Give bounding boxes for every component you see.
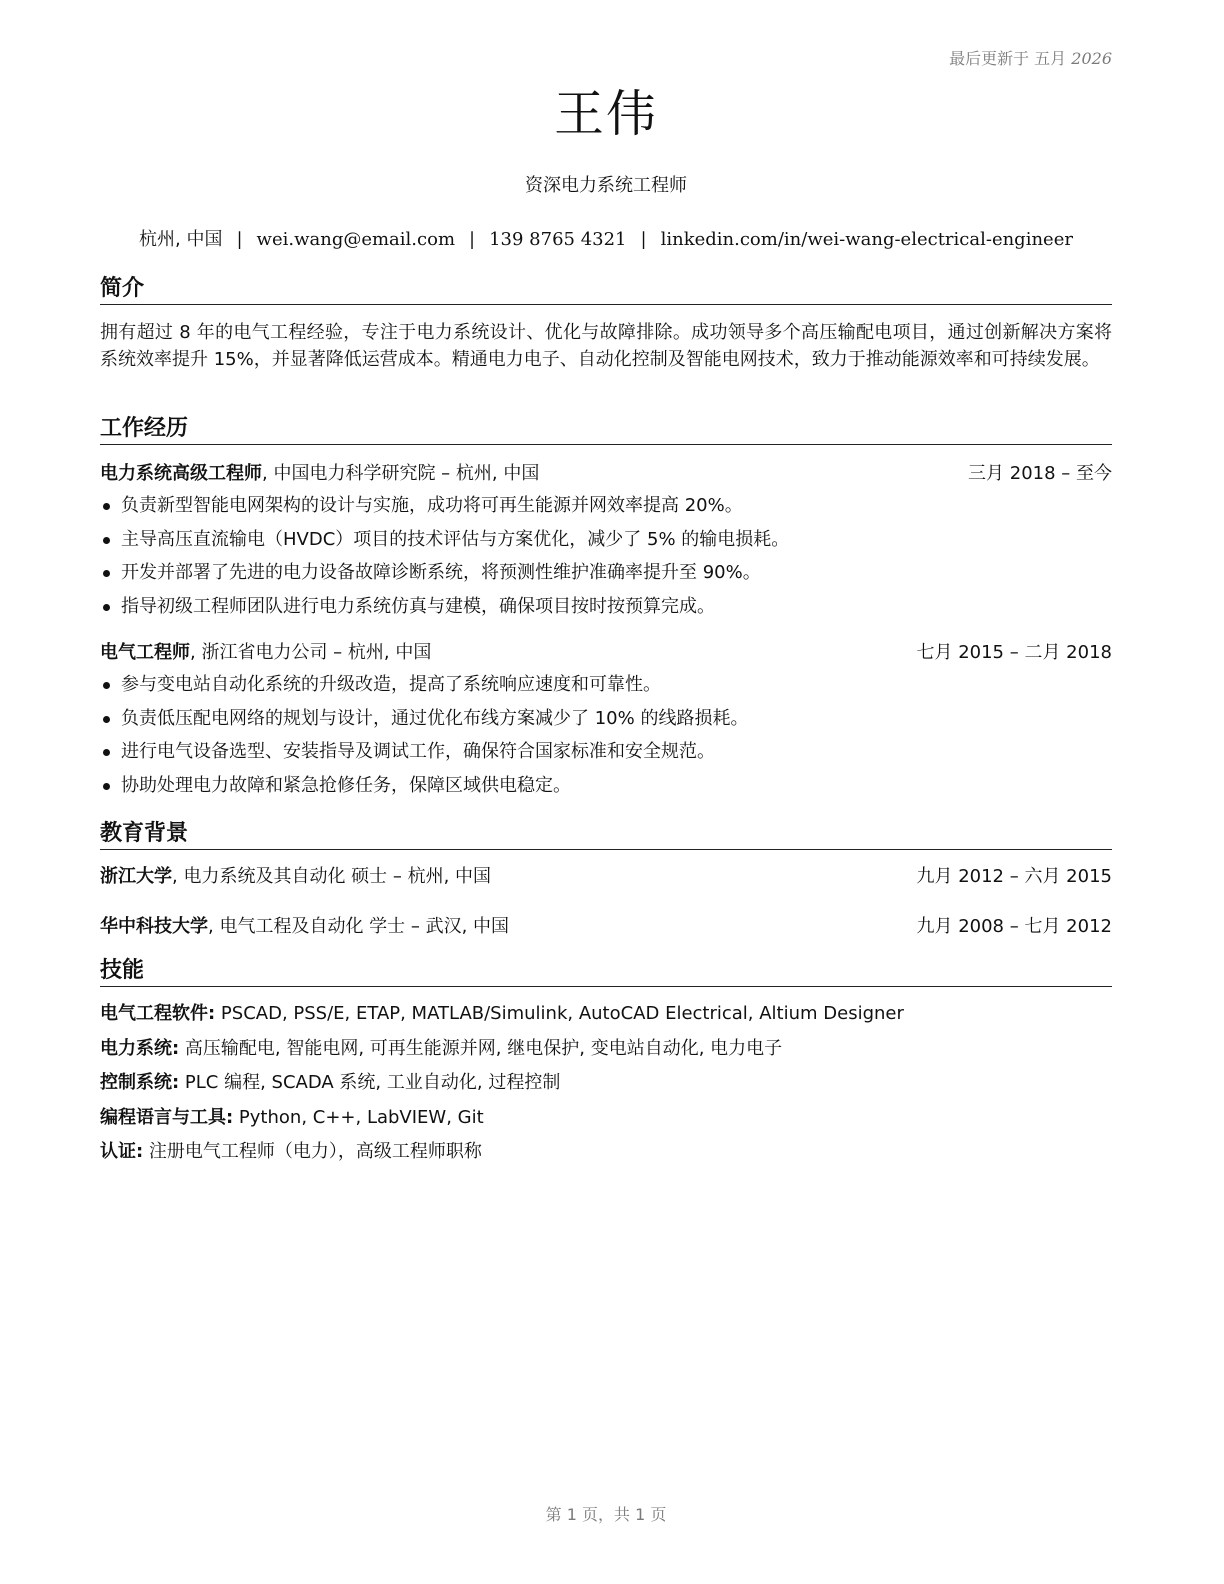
contact-phone: 139 8765 4321 bbox=[489, 229, 627, 250]
skills-list bbox=[100, 997, 1112, 1170]
job-bullet: 进行电气设备选型、安装指导及调试工作，确保符合国家标准和安全规范。 bbox=[100, 735, 1112, 769]
job-bullet: 参与变电站自动化系统的升级改造，提高了系统响应速度和可靠性。 bbox=[100, 668, 1112, 702]
education-entry bbox=[100, 913, 1112, 940]
experience-title: 工作经历 bbox=[100, 416, 1112, 445]
skill-value: PSCAD, PSS/E, ETAP, MATLAB/Simulink, AutoCAD Electrical, Altium Designer bbox=[215, 1003, 904, 1025]
last-updated-year: 2026 bbox=[1071, 49, 1112, 68]
education-school: 浙江大学 bbox=[100, 866, 172, 888]
last-updated-prefix: 最后更新于 五月 bbox=[949, 49, 1072, 68]
last-updated bbox=[949, 46, 1112, 69]
education-detail: , 电力系统及其自动化 硕士 – 杭州, 中国 bbox=[172, 866, 492, 888]
candidate-name: 王伟 bbox=[554, 85, 658, 143]
contact-separator: | bbox=[236, 229, 243, 250]
skill-line bbox=[100, 997, 1112, 1032]
skill-line bbox=[100, 1032, 1112, 1067]
job-dates: 三月 2018 – 至今 bbox=[968, 463, 1112, 485]
skill-value: Python, C++, LabVIEW, Git bbox=[233, 1106, 484, 1128]
job-role: 电力系统高级工程师 bbox=[100, 463, 262, 485]
contact-email-link[interactable]: wei.wang@email.com bbox=[256, 229, 456, 250]
skill-label: 编程语言与工具: bbox=[100, 1106, 234, 1128]
experience-section bbox=[100, 416, 1112, 802]
contact-separator: | bbox=[640, 229, 647, 250]
skill-value: 注册电气工程师（电力），高级工程师职称 bbox=[143, 1141, 482, 1163]
job-organization: , 中国电力科学研究院 – 杭州, 中国 bbox=[262, 463, 540, 485]
education-title: 教育背景 bbox=[100, 821, 1112, 850]
job-bullet: 负责新型智能电网架构的设计与实施，成功将可再生能源并网效率提高 20%。 bbox=[100, 489, 1112, 523]
job-bullet: 负责低压配电网络的规划与设计，通过优化布线方案减少了 10% 的线路损耗。 bbox=[100, 702, 1112, 736]
job-bullets bbox=[100, 668, 1112, 802]
skill-label: 控制系统: bbox=[100, 1072, 180, 1094]
skill-label: 认证: bbox=[100, 1141, 144, 1163]
job-dates: 七月 2015 – 二月 2018 bbox=[916, 642, 1112, 664]
job-bullet: 开发并部署了先进的电力设备故障诊断系统，将预测性维护准确率提升至 90%。 bbox=[100, 556, 1112, 590]
job-organization: , 浙江省电力公司 – 杭州, 中国 bbox=[190, 642, 432, 664]
summary-title: 简介 bbox=[100, 276, 1112, 305]
skill-label: 电气工程软件: bbox=[100, 1003, 216, 1025]
job-header bbox=[100, 639, 1112, 666]
job-entry bbox=[100, 639, 1112, 802]
skill-value: 高压输配电, 智能电网, 可再生能源并网, 继电保护, 变电站自动化, 电力电子 bbox=[179, 1037, 783, 1059]
skill-line bbox=[100, 1135, 1112, 1170]
skill-line bbox=[100, 1101, 1112, 1136]
summary-text: 拥有超过 8 年的电气工程经验，专注于电力系统设计、优化与故障排除。成功领导多个高压输配电项目，通过创新解决方案将系统效率提升 15%，并显著降低运营成本。精通电力电子、自动化控制及智能电网技术，致力于推动能源效率和可持续发展。 bbox=[100, 322, 1112, 371]
job-header bbox=[100, 460, 1112, 487]
contact-linkedin-link[interactable]: linkedin.com/in/wei-wang-electrical-engineer bbox=[660, 229, 1073, 250]
page-number: 第 1 页，共 1 页 bbox=[545, 1505, 667, 1524]
candidate-headline: 资深电力系统工程师 bbox=[525, 175, 687, 196]
education-dates: 九月 2012 – 六月 2015 bbox=[916, 866, 1112, 888]
skill-label: 电力系统: bbox=[100, 1037, 180, 1059]
job-role: 电气工程师 bbox=[100, 642, 190, 664]
job-bullet: 主导高压直流输电（HVDC）项目的技术评估与方案优化，减少了 5% 的输电损耗。 bbox=[100, 523, 1112, 557]
resume-page bbox=[100, 0, 1112, 1584]
education-detail: , 电气工程及自动化 学士 – 武汉, 中国 bbox=[208, 916, 510, 938]
education-dates: 九月 2008 – 七月 2012 bbox=[916, 916, 1112, 938]
job-bullets bbox=[100, 489, 1112, 623]
contact-line bbox=[100, 225, 1112, 251]
contact-separator: | bbox=[469, 229, 476, 250]
skills-section bbox=[100, 958, 1112, 1170]
job-bullet: 协助处理电力故障和紧急抢修任务，保障区域供电稳定。 bbox=[100, 769, 1112, 803]
skills-title: 技能 bbox=[100, 958, 1112, 987]
education-school: 华中科技大学 bbox=[100, 916, 208, 938]
skill-line bbox=[100, 1066, 1112, 1101]
job-bullet: 指导初级工程师团队进行电力系统仿真与建模，确保项目按时按预算完成。 bbox=[100, 590, 1112, 624]
education-entry bbox=[100, 863, 1112, 890]
contact-location: 杭州, 中国 bbox=[139, 229, 223, 250]
education-section bbox=[100, 821, 1112, 940]
job-entry bbox=[100, 460, 1112, 623]
skill-value: PLC 编程, SCADA 系统, 工业自动化, 过程控制 bbox=[179, 1072, 561, 1094]
summary-section bbox=[100, 276, 1112, 373]
